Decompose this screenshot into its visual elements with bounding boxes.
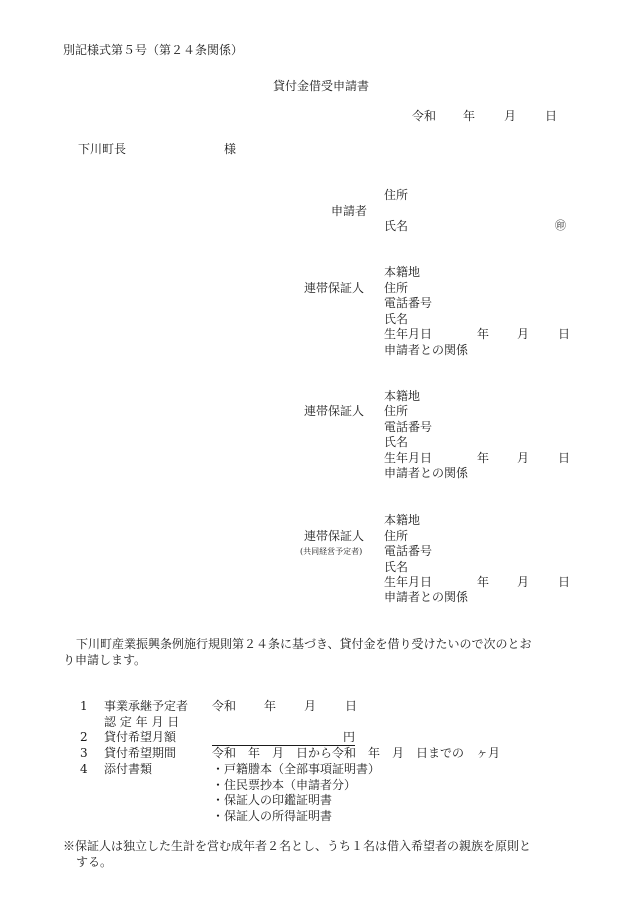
- guarantor-role: 連帯保証人: [304, 529, 365, 543]
- guarantor-birth-day: 日: [558, 327, 571, 341]
- guarantor-name-label: 氏名: [384, 560, 409, 574]
- guarantor-honseki-label: 本籍地: [384, 265, 421, 279]
- form-number: 別記様式第５号（第２４条関係）: [63, 43, 244, 57]
- item-number: 1: [80, 699, 88, 713]
- guarantor-relation-label: 申請者との関係: [384, 466, 469, 480]
- applicant-name-label: 氏名: [384, 219, 409, 233]
- guarantor-birth-label: 生年月日: [384, 327, 433, 341]
- addressee-honorific: 様: [224, 142, 237, 156]
- item-label: 事業承継予定者: [104, 699, 189, 713]
- guarantor-role: 連帯保証人: [304, 404, 365, 418]
- guarantor-phone-label: 電話番号: [384, 296, 433, 310]
- applicant-address-label: 住所: [384, 188, 409, 202]
- item-label: 貸付希望期間: [104, 746, 177, 760]
- item-label: 添付書類: [104, 762, 153, 776]
- guarantor-birth-year: 年: [477, 575, 490, 589]
- item-label-sub: 認 定 年 月 日: [104, 715, 180, 729]
- item-era: 令和: [212, 699, 237, 713]
- footnote-line-1: ※保証人は独立した生計を営む成年者２名とし、うち１名は借入希望者の親族を原則と: [63, 839, 532, 853]
- guarantor-birth-label: 生年月日: [384, 575, 433, 589]
- guarantor-relation-label: 申請者との関係: [384, 343, 469, 357]
- guarantor-birth-month: 月: [517, 327, 530, 341]
- attachment-item: ・保証人の印鑑証明書: [212, 793, 333, 807]
- seal-mark: ㊞: [555, 219, 566, 232]
- attachment-item: ・保証人の所得証明書: [212, 809, 333, 823]
- guarantor-address-label: 住所: [384, 404, 409, 418]
- date-day: 日: [545, 109, 558, 123]
- guarantor-honseki-label: 本籍地: [384, 389, 421, 403]
- guarantor-birth-year: 年: [477, 451, 490, 465]
- applicant-role: 申請者: [331, 204, 368, 218]
- footnote-line-2: する。: [76, 855, 113, 869]
- attachment-item: ・戸籍謄本（全部事項証明書）: [212, 762, 381, 776]
- item-number: 4: [80, 762, 88, 776]
- guarantor-birth-year: 年: [477, 327, 490, 341]
- guarantor-name-label: 氏名: [384, 312, 409, 326]
- guarantor-birth-day: 日: [558, 575, 571, 589]
- item-month: 月: [304, 699, 317, 713]
- body-text-line-2: り申請します。: [63, 653, 147, 667]
- guarantor-birth-label: 生年月日: [384, 451, 433, 465]
- item-unit: 円: [343, 730, 356, 744]
- guarantor-role: 連帯保証人: [304, 281, 365, 295]
- guarantor-honseki-label: 本籍地: [384, 513, 421, 527]
- item-number: 2: [80, 730, 88, 744]
- item-year: 年: [264, 699, 277, 713]
- guarantor-name-label: 氏名: [384, 435, 409, 449]
- date-month: 月: [504, 109, 517, 123]
- guarantor-birth-month: 月: [517, 575, 530, 589]
- item-day: 日: [345, 699, 358, 713]
- item-number: 3: [80, 746, 88, 760]
- attachment-item: ・住民票抄本（申請者分）: [212, 778, 357, 792]
- date-era: 令和: [412, 109, 437, 123]
- guarantor-birth-month: 月: [517, 451, 530, 465]
- guarantor-address-label: 住所: [384, 281, 409, 295]
- item-value: 令和 年 月 日から令和 年 月 日までの ヶ月: [212, 746, 501, 760]
- date-year: 年: [463, 109, 476, 123]
- guarantor-address-label: 住所: [384, 529, 409, 543]
- body-text-line-1: 下川町産業振興条例施行規則第２４条に基づき、貸付金を借り受けたいので次のとお: [76, 637, 532, 651]
- guarantor-role-note: (共同経営予定者): [300, 547, 363, 556]
- addressee-name: 下川町長: [78, 142, 127, 156]
- guarantor-birth-day: 日: [558, 451, 571, 465]
- item-label: 貸付希望月額: [104, 730, 177, 744]
- guarantor-relation-label: 申請者との関係: [384, 590, 469, 604]
- guarantor-phone-label: 電話番号: [384, 544, 433, 558]
- guarantor-phone-label: 電話番号: [384, 420, 433, 434]
- document-title: 貸付金借受申請書: [273, 79, 370, 93]
